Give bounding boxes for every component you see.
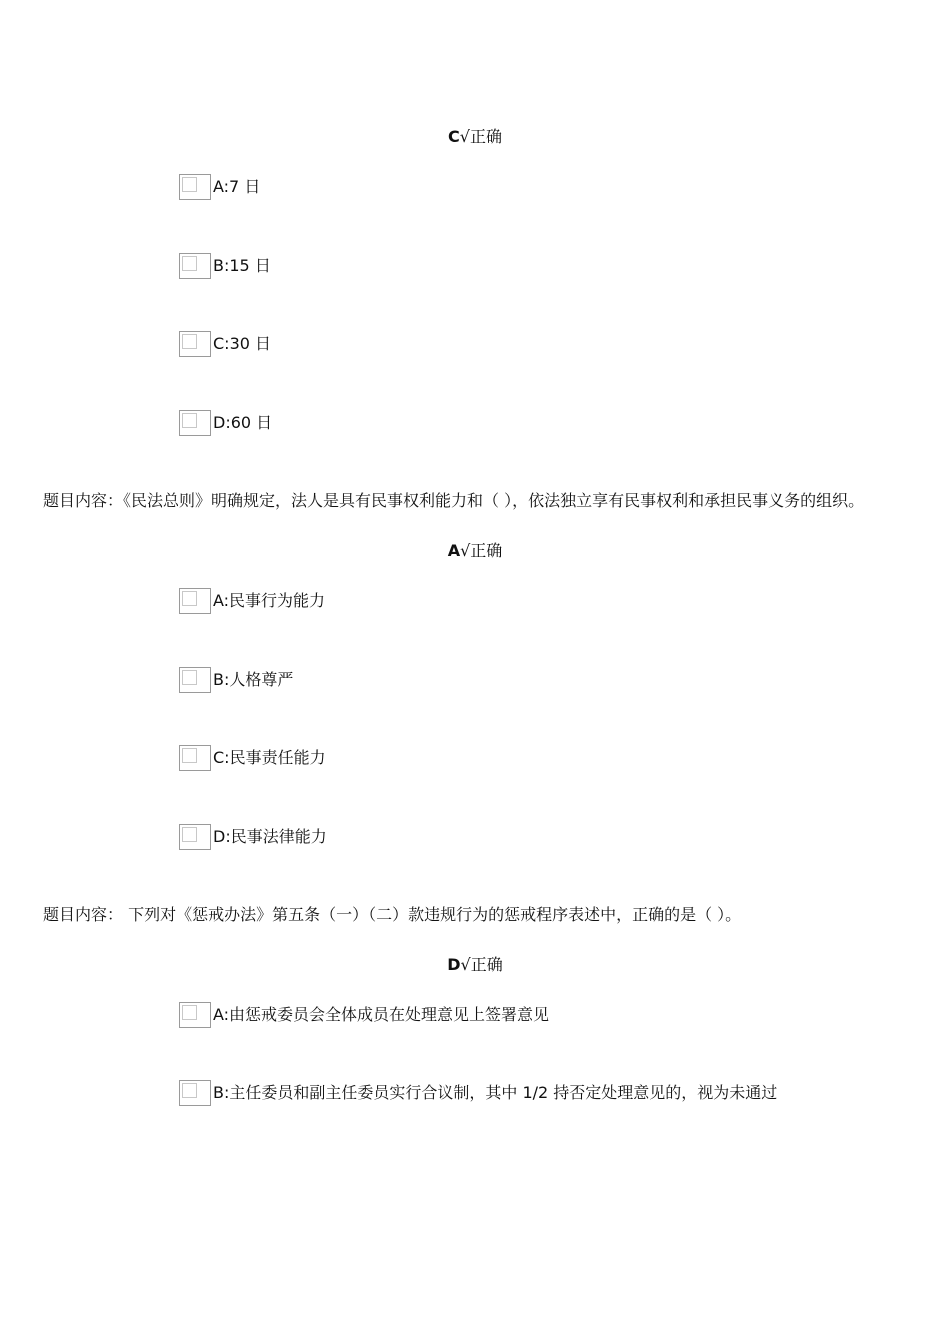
answer-letter: D: [447, 955, 461, 974]
option-label: D:民事法律能力: [213, 827, 327, 846]
option-b[interactable]: [179, 1079, 777, 1107]
question-text: 题目内容：《民法总则》明确规定，法人是具有民事权利能力和（ ），依法独立享有民事权利和承担民事义务的组织。: [43, 491, 865, 510]
option-d[interactable]: [179, 409, 272, 437]
option-c[interactable]: [179, 744, 326, 772]
answer-mark: √正确: [459, 127, 502, 146]
option-a[interactable]: [179, 1001, 549, 1029]
option-label: B:人格尊严: [213, 670, 294, 689]
checkbox[interactable]: [179, 174, 211, 200]
checkbox[interactable]: [179, 410, 211, 436]
answer-mark: √正确: [460, 955, 503, 974]
option-label: C:民事责任能力: [213, 748, 326, 767]
option-label: D:60 日: [213, 413, 273, 432]
option-label: B:15 日: [213, 256, 271, 275]
option-b[interactable]: [179, 666, 293, 694]
question-text: 题目内容： 下列对《惩戒办法》第五条（一）（二）款违规行为的惩戒程序表述中，正确的是（ ）。: [43, 905, 742, 924]
option-a[interactable]: [179, 587, 325, 615]
answer-letter: A: [447, 541, 461, 560]
answer-indicator: [0, 955, 950, 975]
option-label: A:民事行为能力: [213, 591, 326, 610]
checkbox[interactable]: [179, 1002, 211, 1028]
checkbox[interactable]: [179, 331, 211, 357]
checkbox[interactable]: [179, 253, 211, 279]
option-label: C:30 日: [213, 334, 272, 353]
checkbox[interactable]: [179, 667, 211, 693]
option-d[interactable]: [179, 823, 327, 851]
answer-indicator: [0, 127, 950, 147]
answer-letter: C: [448, 127, 460, 146]
option-c[interactable]: [179, 330, 271, 358]
option-label: B:主任委员和副主任委员实行合议制，其中 1/2 持否定处理意见的，视为未通过: [213, 1083, 778, 1102]
checkbox[interactable]: [179, 824, 211, 850]
answer-indicator: [0, 541, 950, 561]
answer-mark: √正确: [460, 541, 503, 560]
checkbox[interactable]: [179, 588, 211, 614]
option-b[interactable]: [179, 252, 271, 280]
checkbox[interactable]: [179, 745, 211, 771]
option-label: A:由惩戒委员会全体成员在处理意见上签署意见: [213, 1005, 550, 1024]
option-a[interactable]: [179, 173, 260, 201]
option-label: A:7 日: [213, 177, 261, 196]
checkbox[interactable]: [179, 1080, 211, 1106]
